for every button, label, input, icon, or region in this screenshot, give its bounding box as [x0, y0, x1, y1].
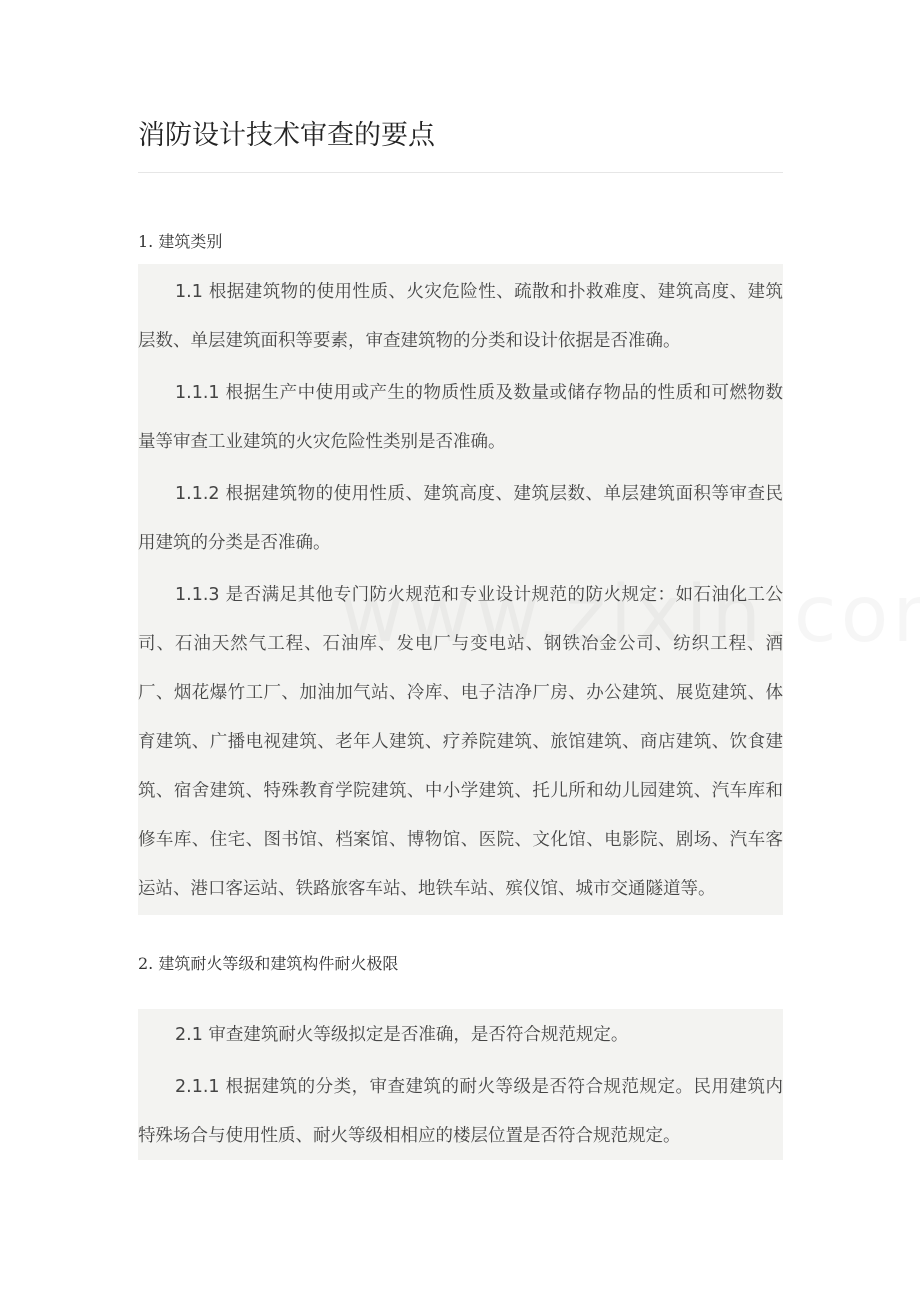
paragraph-1-1-3: 1.1.3 是否满足其他专门防火规范和专业设计规范的防火规定：如石油化工公司、石油天然气工程、石油库、发电厂与变电站、钢铁冶金公司、纺织工程、酒厂、烟花爆竹工厂、加油加气站、冷库、电子洁净厂房、办公建筑、展览建筑、体育建筑、广播电视建筑、老年人建筑、疗养院建筑、旅馆建筑、商店建筑、饮食建筑、宿舍建筑、特殊教育学院建筑、中小学建筑、托儿所和幼儿园建筑、汽车库和修车库、住宅、图书馆、档案馆、博物馆、医院、文化馆、电影院、剧场、汽车客运站、港口客运站、铁路旅客车站、地铁车站、殡仪馆、城市交通隧道等。	[138, 585, 783, 899]
section-heading-1: 1. 建筑类别	[138, 232, 223, 251]
section-heading-2: 2. 建筑耐火等级和建筑构件耐火极限	[138, 954, 399, 973]
paragraph-1-1-1: 1.1.1 根据生产中使用或产生的物质性质及数量或储存物品的性质和可燃物数量等审查工业建筑的火灾危险性类别是否准确。	[138, 383, 783, 452]
section-1-content-box	[138, 264, 783, 915]
paragraph-1-1: 1.1 根据建筑物的使用性质、火灾危险性、疏散和扑救难度、建筑高度、建筑层数、单层建筑面积等要素，审查建筑物的分类和设计依据是否准确。	[138, 282, 783, 351]
paragraph-2-1: 2.1 审查建筑耐火等级拟定是否准确，是否符合规范规定。	[175, 1025, 629, 1045]
section-2-content-box	[138, 1009, 783, 1160]
page-title: 消防设计技术审查的要点	[138, 120, 435, 151]
paragraph-1-1-2: 1.1.2 根据建筑物的使用性质、建筑高度、建筑层数、单层建筑面积等审查民用建筑的分类是否准确。	[138, 484, 783, 553]
paragraph-2-1-1: 2.1.1 根据建筑的分类，审查建筑的耐火等级是否符合规范规定。民用建筑内特殊场合与使用性质、耐火等级相相应的楼层位置是否符合规范规定。	[138, 1077, 783, 1146]
title-divider	[138, 172, 783, 173]
